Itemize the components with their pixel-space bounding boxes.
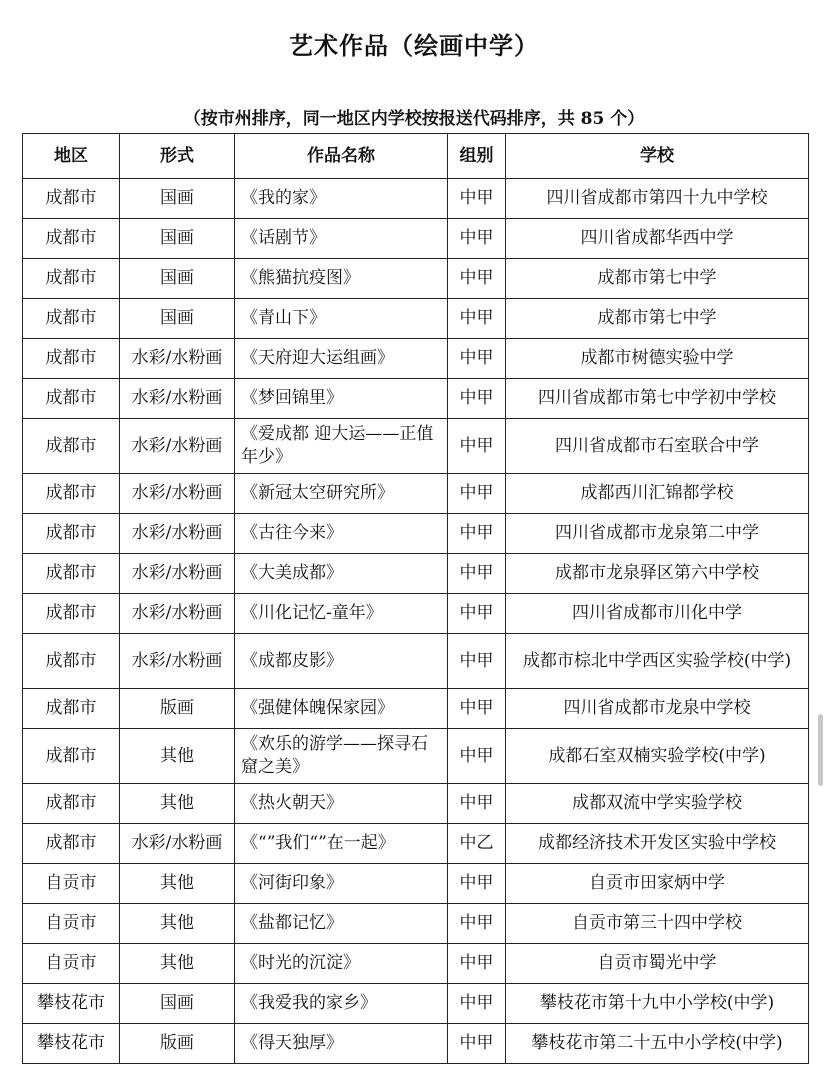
cell-school: 成都市第七中学 [506, 259, 809, 299]
cell-work-title: 《话剧节》 [235, 219, 448, 259]
cell-work-title: 《梦回锦里》 [235, 379, 448, 419]
cell-region: 成都市 [23, 784, 120, 824]
table-body [23, 179, 809, 1064]
cell-form: 国画 [120, 179, 235, 219]
cell-work-title: 《青山下》 [235, 299, 448, 339]
table-row [23, 514, 809, 554]
header-region: 地区 [23, 134, 120, 179]
table-row [23, 729, 809, 784]
cell-work-title: 《我爱我的家乡》 [235, 984, 448, 1024]
artwork-table [22, 133, 809, 1064]
cell-form: 水彩/水粉画 [120, 554, 235, 594]
cell-region: 成都市 [23, 634, 120, 689]
table-row [23, 634, 809, 689]
cell-form: 版画 [120, 689, 235, 729]
cell-form: 水彩/水粉画 [120, 514, 235, 554]
cell-form: 国画 [120, 259, 235, 299]
cell-region: 自贡市 [23, 904, 120, 944]
table-row [23, 864, 809, 904]
cell-region: 成都市 [23, 689, 120, 729]
cell-work-title: 《热火朝天》 [235, 784, 448, 824]
cell-school: 成都西川汇锦都学校 [506, 474, 809, 514]
cell-group: 中甲 [448, 594, 506, 634]
cell-group: 中甲 [448, 339, 506, 379]
cell-school: 四川省成都市龙泉中学校 [506, 689, 809, 729]
cell-school: 四川省成都市龙泉第二中学 [506, 514, 809, 554]
cell-work-title: 《爱成都 迎大运——正值年少》 [235, 419, 448, 474]
table-row [23, 944, 809, 984]
cell-work-title: 《得天独厚》 [235, 1024, 448, 1064]
header-group: 组别 [448, 134, 506, 179]
page-title: 艺术作品（绘画中学） [289, 32, 539, 60]
cell-form: 其他 [120, 729, 235, 784]
cell-group: 中甲 [448, 219, 506, 259]
cell-group: 中甲 [448, 259, 506, 299]
cell-region: 成都市 [23, 514, 120, 554]
cell-region: 成都市 [23, 179, 120, 219]
cell-form: 水彩/水粉画 [120, 594, 235, 634]
cell-form: 其他 [120, 904, 235, 944]
cell-region: 攀枝花市 [23, 1024, 120, 1064]
cell-school: 成都经济技术开发区实验中学校 [506, 824, 809, 864]
table-row [23, 219, 809, 259]
cell-group: 中甲 [448, 864, 506, 904]
cell-region: 成都市 [23, 219, 120, 259]
cell-region: 攀枝花市 [23, 984, 120, 1024]
cell-work-title: 《大美成都》 [235, 554, 448, 594]
cell-form: 其他 [120, 944, 235, 984]
cell-work-title: 《新冠太空研究所》 [235, 474, 448, 514]
cell-form: 其他 [120, 864, 235, 904]
cell-group: 中乙 [448, 824, 506, 864]
cell-work-title: 《川化记忆-童年》 [235, 594, 448, 634]
page-subtitle: （按市州排序，同一地区内学校按报送代码排序，共 85 个） [183, 109, 645, 129]
header-form: 形式 [120, 134, 235, 179]
cell-group: 中甲 [448, 944, 506, 984]
table-row [23, 594, 809, 634]
cell-group: 中甲 [448, 474, 506, 514]
table-row [23, 1024, 809, 1064]
cell-group: 中甲 [448, 904, 506, 944]
table-row [23, 299, 809, 339]
cell-form: 水彩/水粉画 [120, 339, 235, 379]
cell-school: 成都双流中学实验学校 [506, 784, 809, 824]
table-row [23, 179, 809, 219]
cell-form: 国画 [120, 219, 235, 259]
cell-school: 四川省成都市第七中学初中学校 [506, 379, 809, 419]
cell-school: 自贡市蜀光中学 [506, 944, 809, 984]
cell-group: 中甲 [448, 514, 506, 554]
cell-region: 成都市 [23, 729, 120, 784]
cell-group: 中甲 [448, 379, 506, 419]
cell-work-title: 《古往今来》 [235, 514, 448, 554]
cell-form: 国画 [120, 984, 235, 1024]
cell-group: 中甲 [448, 634, 506, 689]
cell-form: 版画 [120, 1024, 235, 1064]
cell-region: 自贡市 [23, 944, 120, 984]
table-row [23, 984, 809, 1024]
cell-region: 成都市 [23, 474, 120, 514]
cell-school: 成都市棕北中学西区实验学校(中学) [506, 634, 809, 689]
cell-form: 国画 [120, 299, 235, 339]
table-row [23, 419, 809, 474]
cell-school: 成都市树德实验中学 [506, 339, 809, 379]
table-row [23, 904, 809, 944]
cell-group: 中甲 [448, 179, 506, 219]
cell-school: 四川省成都市川化中学 [506, 594, 809, 634]
scrollbar-thumb[interactable] [818, 714, 823, 786]
cell-region: 成都市 [23, 259, 120, 299]
cell-form: 水彩/水粉画 [120, 824, 235, 864]
cell-school: 四川省成都市石室联合中学 [506, 419, 809, 474]
cell-group: 中甲 [448, 689, 506, 729]
cell-school: 成都石室双楠实验学校(中学) [506, 729, 809, 784]
cell-school: 攀枝花市第十九中小学校(中学) [506, 984, 809, 1024]
cell-work-title: 《河街印象》 [235, 864, 448, 904]
cell-region: 成都市 [23, 594, 120, 634]
cell-work-title: 《我的家》 [235, 179, 448, 219]
header-school: 学校 [506, 134, 809, 179]
cell-work-title: 《强健体魄保家园》 [235, 689, 448, 729]
table-header-row [23, 134, 809, 179]
table-row [23, 379, 809, 419]
cell-work-title: 《“”我们“”在一起》 [235, 824, 448, 864]
cell-work-title: 《熊猫抗疫图》 [235, 259, 448, 299]
cell-group: 中甲 [448, 419, 506, 474]
table-row [23, 824, 809, 864]
header-work-title: 作品名称 [235, 134, 448, 179]
cell-form: 水彩/水粉画 [120, 379, 235, 419]
cell-school: 四川省成都华西中学 [506, 219, 809, 259]
cell-school: 四川省成都市第四十九中学校 [506, 179, 809, 219]
cell-form: 水彩/水粉画 [120, 634, 235, 689]
cell-school: 自贡市第三十四中学校 [506, 904, 809, 944]
cell-school: 成都市龙泉驿区第六中学校 [506, 554, 809, 594]
table-row [23, 339, 809, 379]
cell-school: 自贡市田家炳中学 [506, 864, 809, 904]
cell-school: 攀枝花市第二十五中小学校(中学) [506, 1024, 809, 1064]
cell-group: 中甲 [448, 984, 506, 1024]
cell-form: 水彩/水粉画 [120, 419, 235, 474]
cell-form: 其他 [120, 784, 235, 824]
table-row [23, 689, 809, 729]
cell-group: 中甲 [448, 729, 506, 784]
cell-region: 成都市 [23, 554, 120, 594]
cell-group: 中甲 [448, 299, 506, 339]
cell-group: 中甲 [448, 784, 506, 824]
cell-group: 中甲 [448, 1024, 506, 1064]
cell-work-title: 《欢乐的游学——探寻石窟之美》 [235, 729, 448, 784]
cell-region: 成都市 [23, 379, 120, 419]
cell-work-title: 《天府迎大运组画》 [235, 339, 448, 379]
cell-work-title: 《成都皮影》 [235, 634, 448, 689]
cell-group: 中甲 [448, 554, 506, 594]
cell-region: 成都市 [23, 299, 120, 339]
table-row [23, 554, 809, 594]
cell-form: 水彩/水粉画 [120, 474, 235, 514]
cell-region: 成都市 [23, 339, 120, 379]
cell-region: 自贡市 [23, 864, 120, 904]
cell-region: 成都市 [23, 824, 120, 864]
table-row [23, 259, 809, 299]
cell-school: 成都市第七中学 [506, 299, 809, 339]
cell-work-title: 《时光的沉淀》 [235, 944, 448, 984]
table-row [23, 474, 809, 514]
cell-work-title: 《盐都记忆》 [235, 904, 448, 944]
cell-region: 成都市 [23, 419, 120, 474]
table-row [23, 784, 809, 824]
